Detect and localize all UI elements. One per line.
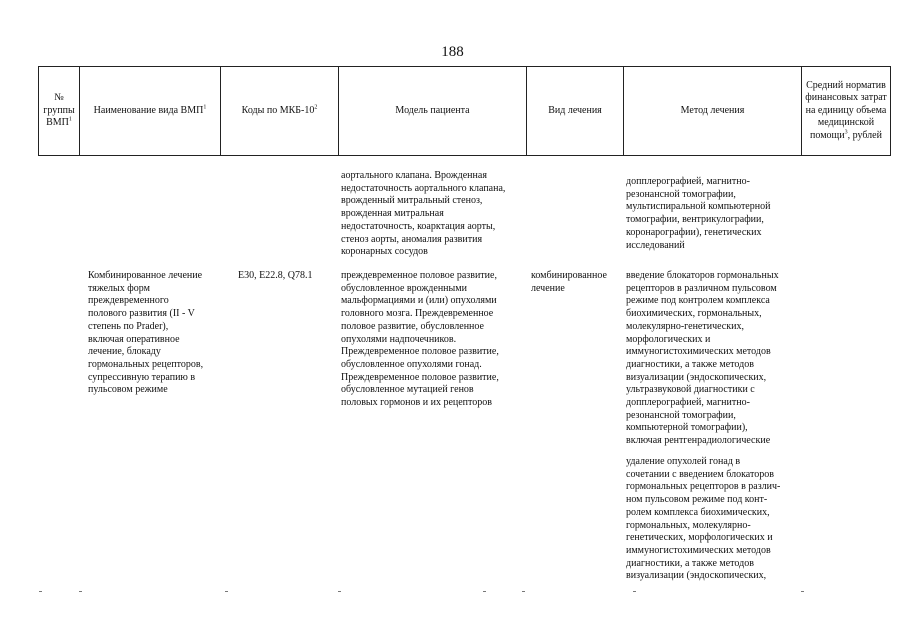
scan-mark xyxy=(522,591,525,592)
header-average-cost xyxy=(802,67,890,155)
header-group-line-2: группы xyxy=(43,104,75,116)
scan-mark xyxy=(801,591,804,592)
scan-mark xyxy=(39,591,42,592)
scan-mark xyxy=(633,591,636,592)
row-vmp-name: Комбинированное лечение тяжелых форм преждевременного полового развития (II - V степень по Prader), включая оперативное лечение, блокаду гормональных рецепторов, супрессивную терапию в пульсовом режиме xyxy=(88,270,204,396)
header-group-number xyxy=(39,67,80,155)
header-group-line-3: ВМП xyxy=(46,117,69,129)
row-treatment-type: комбинированное лечение xyxy=(531,270,607,294)
header-group-line-1: № xyxy=(54,92,64,104)
header-group-footnote: 1 xyxy=(68,116,72,123)
header-icd-codes-label: Коды по МКБ-10 xyxy=(241,104,315,116)
table-header xyxy=(38,66,891,156)
header-vmp-name-label: Наименование вида ВМП xyxy=(93,104,204,116)
row-icd-codes: E30, E22.8, Q78.1 xyxy=(238,270,313,281)
continuation-treatment-method: допплерографией, магнитно- резонансной томографии, мультиспиральной компьютерной томографии, вентрикулографии, коронарографии), генетических исследований xyxy=(626,176,771,251)
header-icd-codes xyxy=(221,67,339,155)
scan-mark xyxy=(79,591,82,592)
header-icd-codes-footnote: 2 xyxy=(314,104,318,111)
scan-mark xyxy=(225,591,228,592)
header-average-cost-footnote: 3 xyxy=(844,129,848,136)
row-treatment-method-2: удаление опухолей гонад в сочетании с введением блокаторов гормональных рецепторов в различ- ном пульсовом режиме под конт- ролем комплекса биохимических, гормональных, молекулярно- генетических, морфологических и иммуногистохимических методов диагностики, а также методов визуализации (эндоскопических, xyxy=(626,456,781,582)
scan-mark xyxy=(483,591,486,592)
header-treatment-method: Метод лечения xyxy=(624,67,802,155)
row-treatment-method-1: введение блокаторов гормональных рецепторов в различном пульсовом режиме под контролем комплекса биохимических, гормональных, молекулярно-генетических, морфологических и иммуногистохимических методов диагностики, а также методов визуализации (эндоскопических, ультразвуковой диагностики с допплерографией, магнитно- резонансной томографии, компьютерной томографии), включая рентгенрадиологические xyxy=(626,270,779,447)
page-number: 188 xyxy=(441,44,464,60)
header-vmp-name-footnote: 1 xyxy=(203,104,207,111)
header-patient-model: Модель пациента xyxy=(339,67,527,155)
continuation-patient-model: аортального клапана. Врожденная недостаточность аортального клапана, врожденный митральный стеноз, врожденная митральная недостаточность, коарктация аорты, стеноз аорты, аномалия развития коронарных сосудов xyxy=(341,170,506,258)
header-vmp-name xyxy=(80,67,221,155)
header-average-cost-unit: , рублей xyxy=(847,129,882,141)
header-average-cost-label: Средний норматив финансовых затрат на единицу объема медицинской помощи xyxy=(805,79,887,141)
row-patient-model: преждевременное половое развитие, обусловленное врожденными мальформациями и (или) опухолями головного мозга. Преждевременное половое развитие, обусловленное опухолями надпочечников. Преждевременное половое развитие, обусловленное опухолями гонад. Преждевременное половое развитие, обусловленное мутацией генов половых гормонов и их рецепторов xyxy=(341,270,499,409)
header-treatment-type: Вид лечения xyxy=(527,67,624,155)
bottom-scan-marks xyxy=(0,591,905,601)
scan-mark xyxy=(338,591,341,592)
